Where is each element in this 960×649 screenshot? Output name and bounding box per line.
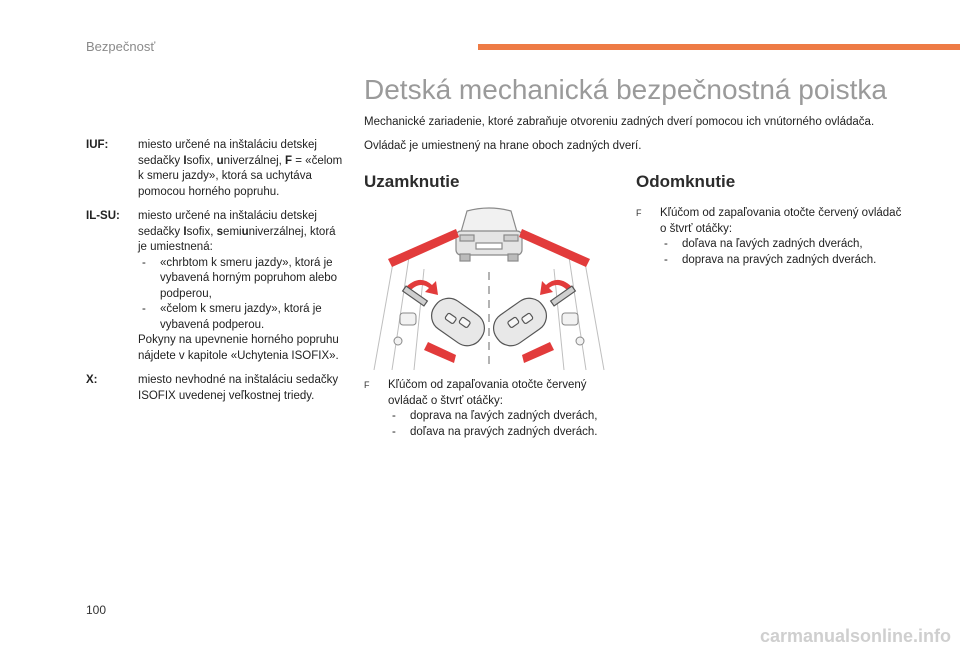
page-number: 100 [86, 603, 107, 617]
lock-list [388, 409, 614, 440]
ilsu-list [138, 256, 346, 334]
lock-instructions [364, 378, 614, 440]
car-rear-icon [456, 208, 522, 261]
isofix-legend [86, 138, 346, 413]
unlock-instructions [636, 206, 906, 268]
watermark-logo: carmanualsonline.info [760, 626, 952, 646]
legend-term: IUF: [86, 139, 109, 151]
page-title: Detská mechanická bezpečnostná poistka [364, 74, 887, 105]
lock-step-text: Kľúčom od zapaľovania otočte červený ovládač o štvrť otáčky: [388, 379, 587, 407]
unlock-list [660, 237, 906, 268]
list-item: - «čelom k smeru jazdy», ktorá je vybavená podperou. [138, 302, 346, 333]
bullet-arrow-icon: F [636, 208, 642, 218]
legend-desc: miesto nevhodné na inštaláciu sedačky ISOFIX uvedenej veľkostnej triedy. [138, 374, 339, 402]
legend-desc: miesto určené na inštaláciu detskej sedačky Isofix, semiuniverzálnej, ktorá je umiestnená: - «chrbtom k smeru jazdy», ktorá je vybavená horným popruhom alebo podperou, - «čelom k smeru jazdy», ktorá je vybavená podperou. Pokyny na upevnenie horného popruhu nájdete v kapitole «Uchytenia ISOFIX». [138, 209, 346, 364]
bullet-arrow-icon: F [364, 380, 370, 390]
section-title: Bezpečnosť [86, 39, 156, 54]
ilsu-note: Pokyny na upevnenie horného popruhu nájdete v kapitole «Uchytenia ISOFIX». [138, 334, 339, 362]
list-item: - doľava na ľavých zadných dverách, [660, 237, 906, 253]
list-item: - doprava na pravých zadných dverách. [660, 253, 906, 269]
list-item: - doprava na ľavých zadných dverách, [388, 409, 614, 425]
unlock-step-text: Kľúčom od zapaľovania otočte červený ovládač o štvrť otáčky: [660, 207, 902, 235]
unlock-heading: Odomknutie [636, 172, 736, 191]
legend-term: X: [86, 374, 98, 386]
list-item: - doľava na pravých zadných dverách. [388, 425, 614, 441]
legend-x [86, 373, 346, 404]
header-accent-bar [478, 44, 960, 50]
legend-term: IL-SU: [86, 210, 120, 222]
lock-heading: Uzamknutie [364, 172, 460, 191]
legend-ilsu [86, 209, 346, 364]
intro-paragraph: Mechanické zariadenie, ktoré zabraňuje otvoreniu zadných dverí pomocou ich vnútorného ovládača. [364, 116, 875, 128]
legend-iuf [86, 138, 346, 200]
child-lock-illustration [364, 197, 614, 370]
list-item: - «chrbtom k smeru jazdy», ktorá je vybavená horným popruhom alebo podperou, [138, 256, 346, 303]
legend-desc: miesto určené na inštaláciu detskej sedačky Isofix, univerzálnej, F = «čelom k smeru jazdy», ktorá sa uchytáva pomocou horného popruhu. [138, 139, 343, 198]
intro-paragraph-location: Ovládač je umiestnený na hrane oboch zadných dverí. [364, 140, 642, 152]
